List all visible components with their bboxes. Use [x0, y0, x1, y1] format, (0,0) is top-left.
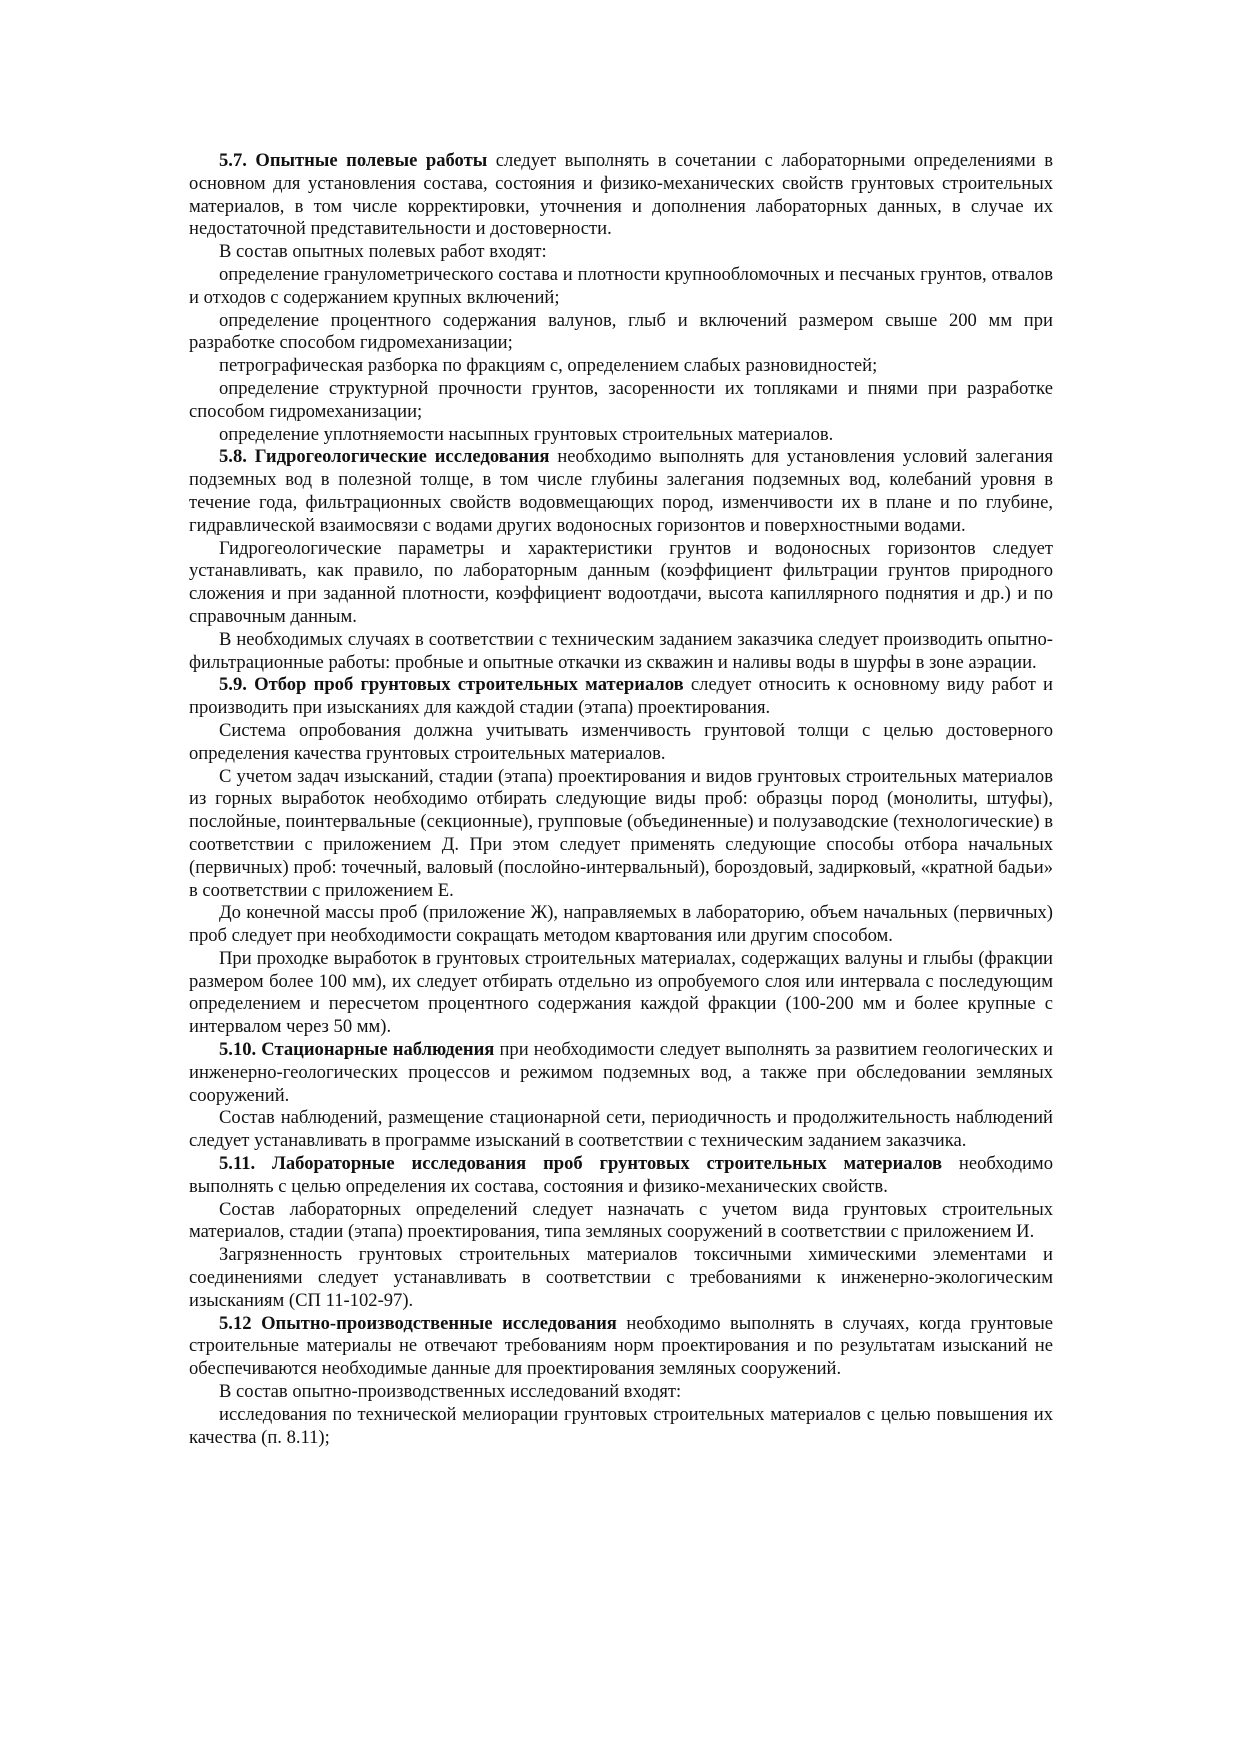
paragraph-text: определение уплотняемости насыпных грунтовых строительных материалов. [219, 423, 834, 445]
list-item [189, 355, 1053, 378]
paragraph-text: Система опробования должна учитывать изменчивость грунтовой толщи с целью достоверного определения качества грунтовых строительных материалов. [189, 719, 1053, 764]
list-item [189, 424, 1053, 447]
section-heading: 5.8. Гидрогеологические исследования [219, 446, 550, 468]
paragraph [189, 629, 1053, 675]
paragraph [189, 674, 1053, 720]
paragraph-text: при необходимости следует выполнять за развитием геологических и инженерно-геологических процессов и режимом подземных вод, а также при обследовании земляных сооружений. [189, 1039, 1053, 1106]
paragraph [189, 902, 1053, 948]
paragraph [189, 150, 1053, 241]
paragraph [189, 1153, 1053, 1199]
paragraph-text: необходимо выполнять с целью определения их состава, состояния и физико-механических свойств. [189, 1153, 1053, 1197]
paragraph-text: следует относить к основному виду работ и производить при изысканиях для каждой стадии (этапа) проектирования. [189, 674, 1053, 719]
paragraph [189, 1381, 1053, 1404]
paragraph-text: необходимо выполнять в случаях, когда грунтовые строительные материалы не отвечают требованиям норм проектирования и по результатам изысканий не обеспечиваются необходимые данные для проектирования земляных сооружений. [189, 1312, 1053, 1380]
paragraph [189, 766, 1053, 903]
paragraph-text: необходимо выполнять для установления условий залегания подземных вод в полезной толще, в том числе глубины залегания подземных вод, колебаний уровня в течение года, фильтрационных свойств водовмещающих пород, изменчивости их в плане и по глубине, гидравлической взаимосвязи с водами других водоносных горизонтов и поверхностными водами. [189, 446, 1053, 536]
paragraph [189, 1313, 1053, 1381]
paragraph-text: С учетом задач изысканий, стадии (этапа) проектирования и видов грунтовых строительных материалов из горных выработок необходимо отбирать следующие виды проб: образцы пород (монолиты, штуфы), послойные, поинтервальные (секционные), групповые (объединенные) и полузаводские (технологические) в соответствии с приложением Д. При этом следует применять следующие способы отбора начальных (первичных) проб: точечный, валовый (послойно-интервальный), бороздовый, задирковый, «кратной бадьи» в соответствии с приложением Е. [189, 765, 1053, 901]
section-heading: 5.10. Стационарные наблюдения [219, 1039, 495, 1061]
paragraph-text: петрографическая разборка по фракциям с, определением слабых разновидностей; [219, 355, 878, 377]
section-heading: 5.12 Опытно-производственные исследования [219, 1312, 617, 1334]
paragraph [189, 1244, 1053, 1312]
paragraph-text: следует выполнять в сочетании с лабораторными определениями в основном для установления состава, состояния и физико-механических свойств грунтовых строительных материалов, в том числе корректировки, уточнения и дополнения лабораторных данных, в случае их недостаточной представительности и достоверности. [189, 150, 1053, 240]
paragraph-text: До конечной массы проб (приложение Ж), направляемых в лабораторию, объем начальных (первичных) проб следует при необходимости сокращать методом квартования или другим способом. [189, 902, 1053, 947]
paragraph [189, 1107, 1053, 1153]
paragraph-text: Гидрогеологические параметры и характеристики грунтов и водоносных горизонтов следует устанавливать, как правило, по лабораторным данным (коэффициент фильтрации грунтов природного сложения и при заданной плотности, коэффициент водоотдачи, высота капиллярного поднятия и др.) и по справочным данным. [189, 537, 1053, 627]
paragraph-text: исследования по технической мелиорации грунтовых строительных материалов с целью повышения их качества (п. 8.11); [189, 1403, 1053, 1448]
section-heading: 5.7. Опытные полевые работы [219, 150, 488, 171]
paragraph [189, 1039, 1053, 1107]
paragraph-text: определение процентного содержания валунов, глыб и включений размером свыше 200 мм при разработке способом гидромеханизации; [189, 309, 1053, 354]
list-item [189, 378, 1053, 424]
paragraph-text: определение структурной прочности грунтов, засоренности их топляками и пнями при разработке способом гидромеханизации; [189, 377, 1053, 422]
paragraph-text: В необходимых случаях в соответствии с техническим заданием заказчика следует производить опытно-фильтрационные работы: пробные и опытные откачки из скважин и наливы воды в шурфы в зоне аэрации. [189, 628, 1053, 673]
paragraph [189, 446, 1053, 537]
paragraph-text: Состав наблюдений, размещение стационарной сети, периодичность и продолжительность наблюдений следует устанавливать в программе изысканий в соответствии с техническим заданием заказчика. [189, 1107, 1053, 1152]
paragraph [189, 241, 1053, 264]
paragraph [189, 538, 1053, 629]
list-item [189, 310, 1053, 356]
paragraph [189, 1199, 1053, 1245]
paragraph-text: определение гранулометрического состава и плотности крупнообломочных и песчаных грунтов, отвалов и отходов с содержанием крупных включений; [189, 263, 1053, 308]
section-heading: 5.11. Лабораторные исследования проб грунтовых строительных материалов [219, 1153, 943, 1175]
section-heading: 5.9. Отбор проб грунтовых строительных материалов [219, 674, 684, 696]
paragraph-text: Состав лабораторных определений следует назначать с учетом вида грунтовых строительных материалов, стадии (этапа) проектирования, типа земляных сооружений в соответствии с приложением И. [189, 1198, 1053, 1243]
list-item [189, 1404, 1053, 1450]
paragraph-text: В состав опытно-производственных исследований входят: [219, 1381, 682, 1403]
paragraph-text: В состав опытных полевых работ входят: [219, 241, 547, 263]
list-item [189, 264, 1053, 310]
paragraph-text: При проходке выработок в грунтовых строительных материалах, содержащих валуны и глыбы (фракции размером более 100 мм), их следует отбирать отдельно из опробуемого слоя или интервала с последующим определением и пересчетом процентного содержания каждой фракции (100-200 мм и более крупные с интервалом через 50 мм). [189, 947, 1053, 1038]
document-body [189, 150, 1053, 1449]
paragraph [189, 720, 1053, 766]
paragraph [189, 948, 1053, 1039]
paragraph-text: Загрязненность грунтовых строительных материалов токсичными химическими элементами и соединениями следует устанавливать в соответствии с требованиями к инженерно-экологическим изысканиям (СП 11-102-97). [189, 1244, 1053, 1311]
